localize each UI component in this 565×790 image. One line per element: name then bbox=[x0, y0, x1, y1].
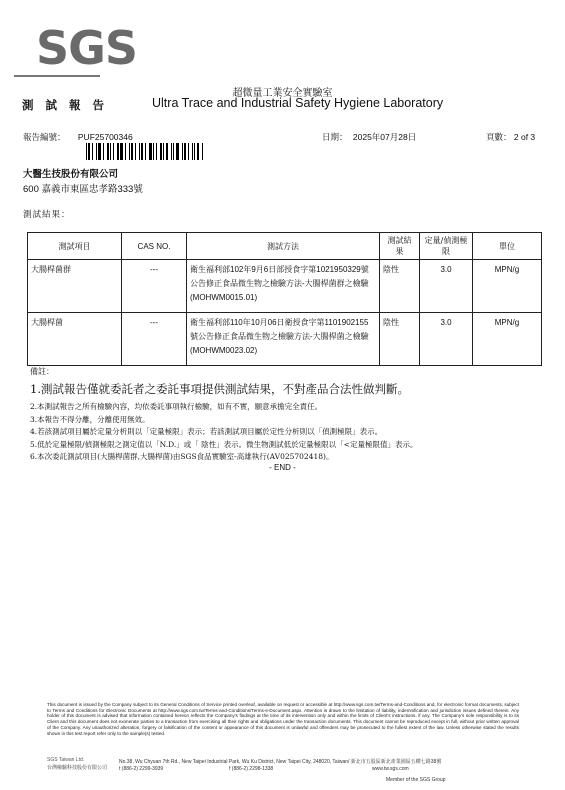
barcode-bar bbox=[98, 143, 101, 160]
footer-website[interactable]: www.tw.sgs.com bbox=[372, 766, 409, 772]
cell-result: 陰性 bbox=[380, 313, 420, 366]
note-item: 3.本報告不得分離，分離使用無效。 bbox=[30, 414, 150, 424]
logo-divider bbox=[14, 75, 100, 77]
table-row bbox=[28, 260, 542, 313]
report-number-value: PUF25700346 bbox=[77, 132, 133, 142]
note-item: 4.若該測試項目屬於定量分析則以「定量極限」表示；若該測試項目屬於定性分析則以「偵測極限」表示。 bbox=[30, 427, 383, 436]
barcode-bar bbox=[110, 143, 111, 160]
barcode-bar bbox=[160, 143, 162, 160]
cell-method: 衛生福利部110年10月06日衛授食字第1101902155號公告修正食品微生物之檢驗方法-大腸桿菌之檢驗(MOHWM0023.02) bbox=[187, 313, 380, 366]
cell-cas: --- bbox=[122, 313, 187, 366]
barcode-bar bbox=[171, 143, 172, 160]
barcode-bar bbox=[107, 143, 109, 160]
barcode-bar bbox=[135, 143, 136, 160]
header-cas-no: CAS NO. bbox=[122, 233, 187, 260]
barcode-bar bbox=[96, 143, 97, 160]
barcode-bar bbox=[88, 143, 90, 160]
page-number-value: 2 of 3 bbox=[513, 132, 536, 142]
header-test-item: 測試項目 bbox=[28, 233, 122, 260]
note-item: 5.低於定量極限/偵測極限之測定值以「N.D.」或「 陰性」表示。微生物測試低於定量極限以「<定量極限值」表示。 bbox=[30, 439, 418, 449]
report-date-value: 2025年07月28日 bbox=[352, 132, 417, 142]
barcode-bar bbox=[113, 143, 114, 160]
footer-company-cn: 台灣檢驗科技股份有限公司 bbox=[47, 765, 108, 771]
barcode-bar bbox=[92, 143, 93, 160]
barcode-bar bbox=[149, 143, 152, 160]
cell-limit: 3.0 bbox=[420, 260, 473, 313]
barcode-bar bbox=[197, 143, 199, 160]
footer-company-en: SGS Taiwan Ltd. bbox=[47, 757, 85, 763]
report-number-label: 報告編號： bbox=[23, 132, 66, 142]
table-header-row bbox=[28, 233, 542, 260]
barcode-bar bbox=[129, 143, 130, 160]
barcode-bar bbox=[125, 143, 126, 160]
cell-method: 衛生福利部102年9月6日部授食字第1021950329號公告修正食品微生物之檢驗方法-大腸桿菌群之檢驗(MOHWM0015.01) bbox=[187, 260, 380, 313]
cell-unit: MPN/g bbox=[473, 313, 542, 366]
header-unit: 單位 bbox=[473, 233, 542, 260]
barcode-bar bbox=[176, 143, 179, 160]
barcode-bar bbox=[141, 143, 143, 160]
barcode-bar bbox=[163, 143, 164, 160]
notes-section bbox=[30, 366, 417, 464]
report-date bbox=[322, 131, 416, 143]
notes-heading: 備註： bbox=[30, 367, 54, 376]
cell-unit: MPN/g bbox=[473, 260, 542, 313]
client-name: 大醫生技股份有限公司 bbox=[23, 169, 119, 180]
barcode-bar bbox=[131, 143, 133, 160]
results-label: 測試結果： bbox=[23, 210, 71, 220]
page-number-label: 頁數： bbox=[486, 132, 512, 142]
barcode-bar bbox=[145, 143, 146, 160]
barcode bbox=[86, 143, 204, 160]
table-row bbox=[28, 313, 542, 366]
report-number bbox=[23, 131, 133, 143]
header-limit: 定量/偵測極限 bbox=[420, 233, 473, 260]
sgs-logo: SGS bbox=[36, 21, 138, 75]
barcode-bar bbox=[192, 143, 193, 160]
note-item: 2.本測試報告之所有檢驗內容，均依委託事項執行檢驗，如有不實，願意承擔完全責任。 bbox=[30, 402, 323, 411]
barcode-bar bbox=[166, 143, 168, 160]
lab-name-en: Ultra Trace and Industrial Safety Hygiene Laboratory bbox=[152, 96, 444, 110]
barcode-bar bbox=[153, 143, 154, 160]
barcode-bar bbox=[103, 143, 104, 160]
header-test-method: 測試方法 bbox=[187, 233, 380, 260]
report-date-label: 日期： bbox=[322, 132, 348, 142]
barcode-bar bbox=[188, 143, 189, 160]
barcode-bar bbox=[202, 143, 203, 160]
barcode-bar bbox=[139, 143, 140, 160]
cell-item: 大腸桿菌 bbox=[28, 313, 122, 366]
footer-fax: f (886-2) 2298-1338 bbox=[229, 766, 274, 772]
end-marker: - END - bbox=[269, 463, 296, 472]
cell-item: 大腸桿菌群 bbox=[28, 260, 122, 313]
note-item: 6.本次委託測試項目(大腸桿菌群,大腸桿菌)由SGS食品實驗室-高雄執行(AV025702418)。 bbox=[30, 452, 334, 461]
barcode-bar bbox=[173, 143, 174, 160]
legal-disclaimer: This document is issued by the Company subject to its General Conditions of Service printed overleaf, available on request or accessible at http://www.sgs.com.tw/Terms-and-Conditions and, for electronic format documents, subject to Terms and Conditions for Electronic Documents at http://www.sgs.com.tw/Terms-and-Conditions/Terms-e-Document.aspx. Attention is drawn to the limitation of liability, indemnification and jurisdiction issues defined therein. Any holder of this document is advised that information contained hereon reflects the Company's findings at the time of its intervention only and within the limits of Client's instructions, if any. The Company's sole responsibility is to its Client and this document does not exonerate parties to a transaction from exercising all their rights and obligations under the transaction documents. This document cannot be reproduced except in full, without prior written approval of the Company. Any unauthorized alteration, forgery or falsification of the content or appearance of this document is unlawful and offenders may be prosecuted to the fullest extent of the law. Unless otherwise stated the results shown in this test report refer only to the sample(s) tested. bbox=[47, 702, 519, 736]
report-title-cn: 測 試 報 告 bbox=[22, 98, 109, 112]
header-test-result: 測試結果 bbox=[380, 233, 420, 260]
cell-result: 陰性 bbox=[380, 260, 420, 313]
barcode-bar bbox=[182, 143, 183, 160]
footer-tel: t (886-2) 2299-3939 bbox=[119, 766, 164, 772]
barcode-bar bbox=[86, 143, 87, 160]
barcode-bar bbox=[117, 143, 119, 160]
cell-cas: --- bbox=[122, 260, 187, 313]
client-address: 600 嘉義市東區忠孝路333號 bbox=[23, 184, 143, 195]
barcode-bar bbox=[156, 143, 157, 160]
footer-address: No.38, Wu Chyuan 7th Rd., New Taipei Industrial Park, Wu Ku District, New Taipei City, 248020, Taiwan/ 新北市五股區新北產業園區五權七路38號 bbox=[119, 759, 442, 765]
barcode-bar bbox=[184, 143, 186, 160]
cell-limit: 3.0 bbox=[420, 313, 473, 366]
footer-member: Member of the SGS Group bbox=[386, 777, 446, 783]
barcode-bar bbox=[194, 143, 195, 160]
page-number bbox=[486, 131, 535, 143]
barcode-bar bbox=[120, 143, 123, 160]
lab-name-cn: 超微量工業安全實驗室 bbox=[232, 88, 333, 99]
note-item: 1.測試報告僅就委託者之委託事項提供測試結果，不對產品合法性做判斷。 bbox=[30, 382, 409, 396]
results-table bbox=[27, 232, 542, 366]
